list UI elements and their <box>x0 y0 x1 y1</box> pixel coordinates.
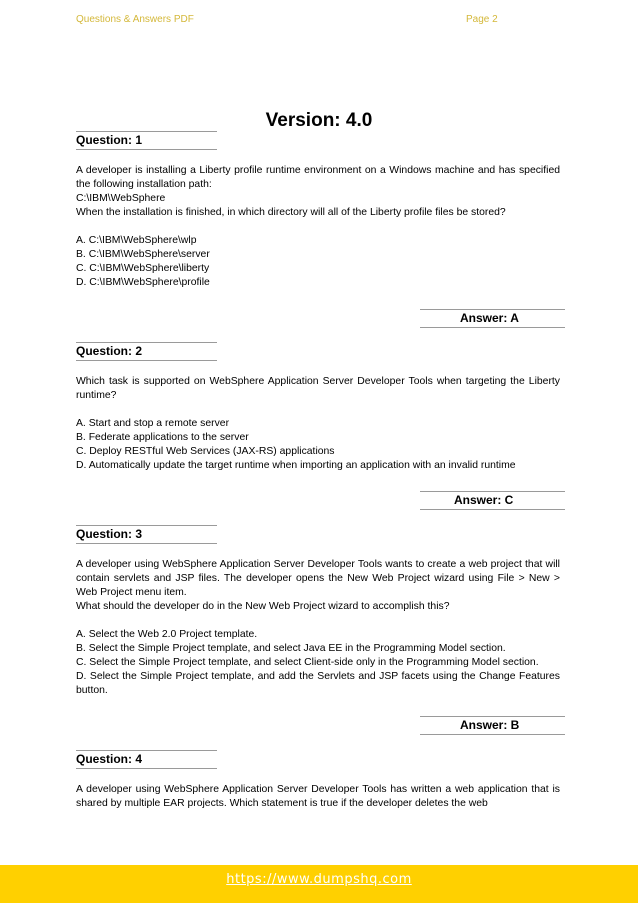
question-body: Which task is supported on WebSphere Application Server Developer Tools when targeting the Liberty runtime? <box>76 376 560 401</box>
header-title: Questions & Answers PDF <box>76 14 194 25</box>
footer-bar <box>0 865 638 903</box>
option-d: D. Automatically update the target runtime when importing an application with an invalid runtime <box>76 460 516 471</box>
question-1-text <box>76 164 560 290</box>
option-a: A. C:\IBM\WebSphere\wlp <box>76 235 197 246</box>
option-d: D. C:\IBM\WebSphere\profile <box>76 277 210 288</box>
question-3-text <box>76 558 560 698</box>
question-body: When the installation is finished, in which directory will all of the Liberty profile files be stored? <box>76 207 506 218</box>
question-2-text <box>76 375 560 473</box>
question-2-heading: Question: 2 <box>76 342 217 361</box>
option-b: B. C:\IBM\WebSphere\server <box>76 249 210 260</box>
answer-1 <box>420 309 565 328</box>
answer-2 <box>420 491 565 510</box>
question-body: A developer using WebSphere Application Server Developer Tools has written a web application that is shared by multiple EAR projects. Which statement is true if the developer deletes the web <box>76 784 560 809</box>
answer-label: Answer: C <box>454 493 514 507</box>
option-c: C. Select the Simple Project template, and select Client-side only in the Programming Model section. <box>76 657 539 668</box>
option-b: B. Select the Simple Project template, and select Java EE in the Programming Model section. <box>76 643 506 654</box>
option-a: A. Start and stop a remote server <box>76 418 230 429</box>
question-body: C:\IBM\WebSphere <box>76 193 166 204</box>
version-title: Version: 4.0 <box>265 110 373 131</box>
answer-label: Answer: B <box>460 718 520 732</box>
option-d: D. Select the Simple Project template, and add the Servlets and JSP facets using the Change Features button. <box>76 671 560 696</box>
option-c: C. Deploy RESTful Web Services (JAX-RS) applications <box>76 446 335 457</box>
question-body: What should the developer do in the New Web Project wizard to accomplish this? <box>76 601 450 612</box>
option-a: A. Select the Web 2.0 Project template. <box>76 629 258 640</box>
question-body: A developer using WebSphere Application Server Developer Tools wants to create a web project that will contain servlets and JSP files. The developer opens the New Web Project wizard using File > New > Web Project menu item. <box>76 559 560 598</box>
answer-label: Answer: A <box>460 311 519 325</box>
page-number: Page 2 <box>466 14 498 25</box>
question-3-heading: Question: 3 <box>76 525 217 544</box>
question-4-text <box>76 783 560 811</box>
question-1-heading: Question: 1 <box>76 131 217 150</box>
option-b: B. Federate applications to the server <box>76 432 249 443</box>
question-body: A developer is installing a Liberty profile runtime environment on a Windows machine and has specified the following installation path: <box>76 165 560 190</box>
option-c: C. C:\IBM\WebSphere\liberty <box>76 263 210 274</box>
answer-3 <box>420 716 565 735</box>
question-4-heading: Question: 4 <box>76 750 217 769</box>
footer-link[interactable]: https://www.dumpshq.com <box>226 872 412 887</box>
